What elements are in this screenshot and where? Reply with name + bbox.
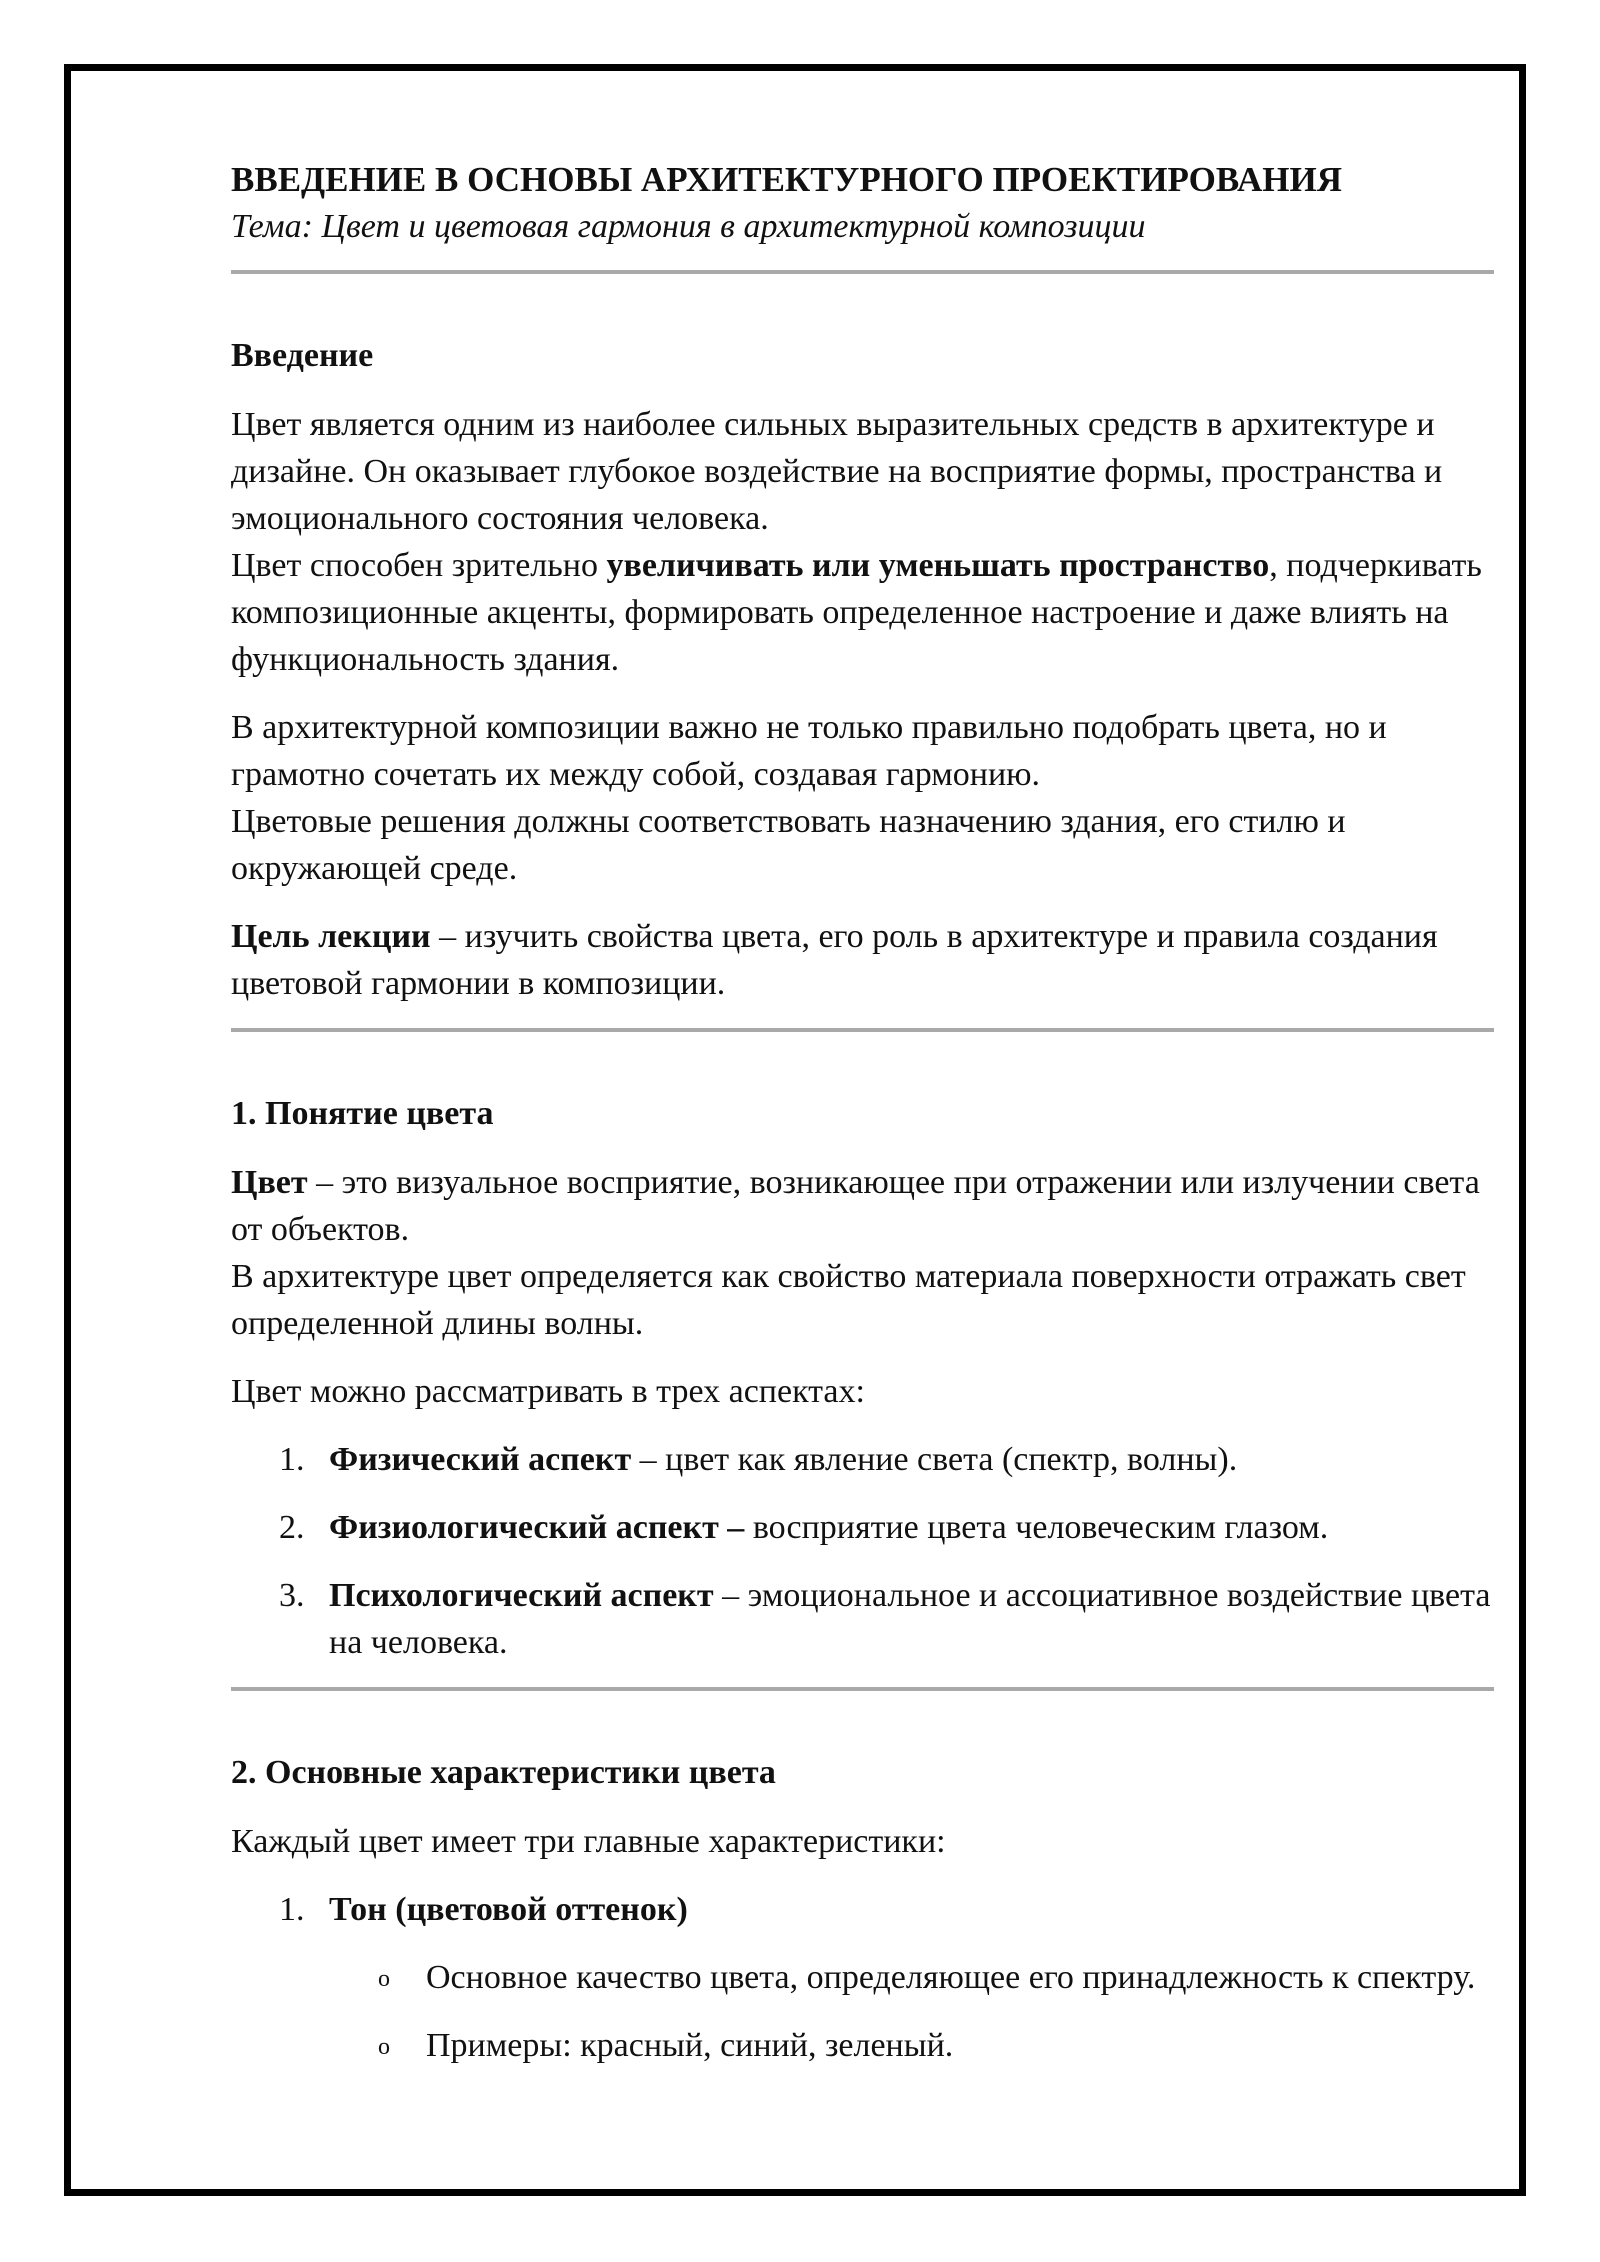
lecture-goal: [231, 913, 1494, 1007]
text-run: Примеры: красный, синий, зеленый.: [426, 2027, 954, 2064]
text-run: – цвет как явление света (спектр, волны).: [631, 1441, 1238, 1478]
text-run: – эмоциональное и ассоциативное воздействие цвета на человека.: [329, 1577, 1491, 1661]
section1-paragraph-3: Цвет можно рассматривать в трех аспектах:: [231, 1373, 865, 1410]
aspects-list: [231, 1436, 1494, 1666]
document-page: [64, 64, 1526, 2196]
intro-paragraph-4: Цветовые решения должны соответствовать назначению здания, его стилю и окружающей среде.: [231, 803, 1346, 887]
color-definition: [231, 1159, 1494, 1253]
text-run: – изучить свойства цвета, его роль в архитектуре и правила создания цветовой гармонии в композиции.: [231, 918, 1438, 1002]
text-run: Основное качество цвета, определяющее его принадлежность к спектру.: [426, 1959, 1476, 1996]
document-subtitle: Тема: Цвет и цветовая гармония в архитектурной композиции: [231, 208, 1146, 245]
list-number: 2.: [279, 1509, 305, 1546]
bold-text: Психологический аспект: [329, 1577, 714, 1614]
list-number: 3.: [279, 1577, 305, 1614]
bold-text: Физический аспект: [329, 1441, 632, 1478]
text-run: – это визуальное восприятие, возникающее при отражении или излучении света от объектов.: [231, 1164, 1480, 1248]
section2-paragraph-1: Каждый цвет имеет три главные характеристики:: [231, 1823, 946, 1860]
section-heading-intro: Введение: [231, 337, 374, 374]
bullet-icon: o: [378, 2034, 390, 2060]
section-heading-2: 2. Основные характеристики цвета: [231, 1754, 776, 1791]
bold-text: увеличивать или уменьшать пространство: [606, 547, 1270, 584]
bold-text: Тон (цветовой оттенок): [329, 1891, 688, 1928]
list-item: [231, 1572, 1494, 1666]
intro-paragraph-2: [231, 542, 1494, 683]
text-run: восприятие цвета человеческим глазом.: [744, 1509, 1329, 1546]
intro-paragraph-1: Цвет является одним из наиболее сильных выразительных средств в архитектуре и дизайне. Он оказывает глубокое воздействие на восприятие формы, пространства и эмоционального состояния человека.: [231, 406, 1443, 537]
text-run: Цвет способен зрительно: [231, 547, 607, 584]
bold-text: Цвет: [231, 1164, 308, 1201]
list-number: 1.: [279, 1441, 305, 1478]
text-run: , подчеркивать композиционные акценты, формировать определенное настроение и даже влиять на функциональность здания.: [231, 547, 1482, 678]
sub-list-item: [231, 1954, 1494, 2001]
document-content: [231, 156, 1494, 2069]
list-item: [231, 1886, 1494, 1933]
document-title: ВВЕДЕНИЕ В ОСНОВЫ АРХИТЕКТУРНОГО ПРОЕКТИРОВАНИЯ: [231, 160, 1342, 199]
sub-list-item: [231, 2022, 1494, 2069]
section-heading-1: 1. Понятие цвета: [231, 1095, 494, 1132]
list-item: [231, 1436, 1494, 1483]
bold-text: Цель лекции: [231, 918, 431, 955]
list-number: 1.: [279, 1891, 305, 1928]
intro-paragraph-3: В архитектурной композиции важно не только правильно подобрать цвета, но и грамотно сочетать их между собой, создавая гармонию.: [231, 709, 1387, 793]
section1-paragraph-2: В архитектуре цвет определяется как свойство материала поверхности отражать свет определенной длины волны.: [231, 1258, 1466, 1342]
bullet-icon: o: [378, 1966, 390, 1992]
list-item: [231, 1504, 1494, 1551]
bold-text: Физиологический аспект –: [329, 1509, 745, 1546]
